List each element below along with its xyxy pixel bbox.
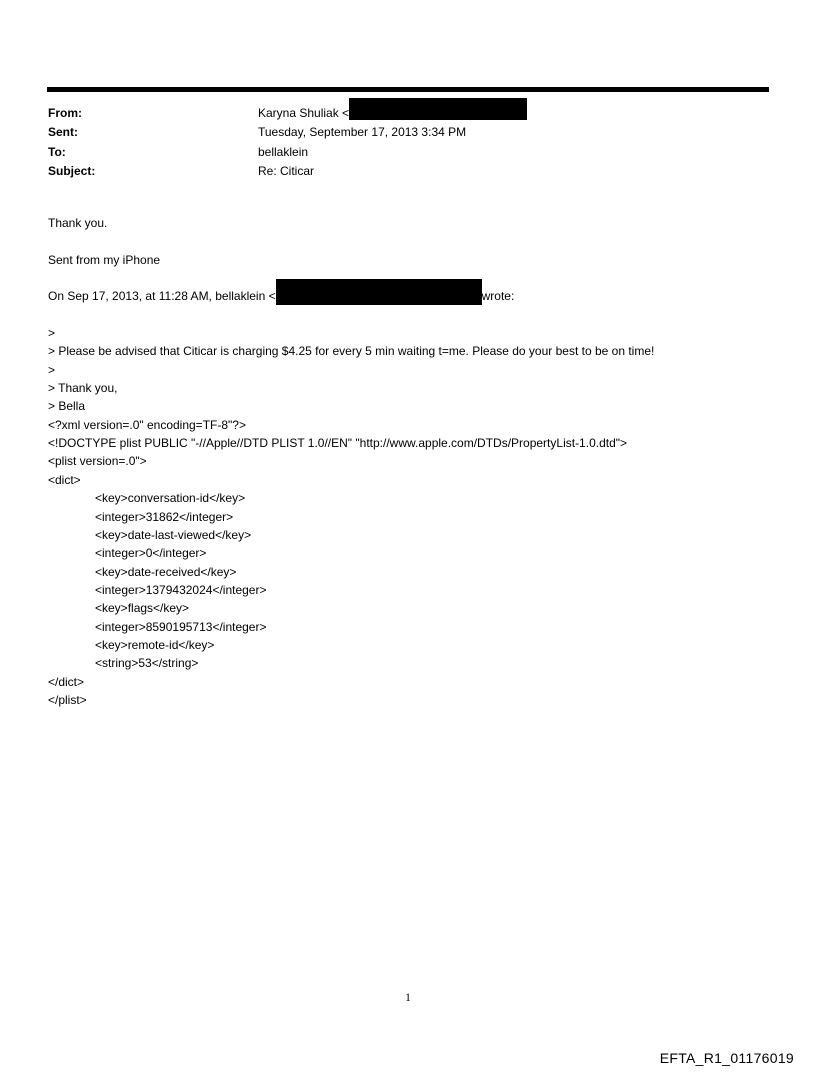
body-line: <dict> bbox=[48, 472, 81, 487]
body-line bbox=[48, 232, 788, 250]
body-line: <?xml version=.0" encoding=TF-8"?> bbox=[48, 417, 246, 432]
from-value-text: Karyna Shuliak < bbox=[258, 106, 350, 120]
from-label: From: bbox=[48, 106, 82, 120]
body-line bbox=[48, 306, 788, 324]
body-line: Thank you. bbox=[48, 216, 108, 230]
body-line: <key>conversation-id</key> bbox=[95, 491, 246, 506]
body-line: > Bella bbox=[48, 399, 86, 414]
bates-number: EFTA_R1_01176019 bbox=[659, 1050, 794, 1066]
body-line-text: wrote: bbox=[481, 289, 515, 304]
redaction-bar bbox=[276, 279, 482, 305]
subject-label: Subject: bbox=[48, 164, 96, 179]
body-line bbox=[48, 287, 788, 305]
header-row-sent bbox=[48, 123, 768, 142]
body-line: > Please be advised that Citicar is charging $4.25 for every 5 min waiting t=me. Please do your best to be on time! bbox=[48, 344, 655, 359]
body-line: </dict> bbox=[48, 674, 85, 689]
body-line: <integer>1379432024</integer> bbox=[95, 582, 267, 597]
body-line: <key>date-last-viewed</key> bbox=[95, 527, 252, 542]
redaction-anchor bbox=[276, 299, 482, 300]
body-line: Sent from my iPhone bbox=[48, 252, 161, 267]
header-row-to bbox=[48, 143, 768, 162]
redaction-anchor bbox=[349, 116, 527, 117]
page-number: 1 bbox=[405, 992, 411, 1004]
from-value bbox=[258, 104, 768, 123]
to-label: To: bbox=[48, 144, 66, 159]
body-line: <!DOCTYPE plist PUBLIC "-//Apple//DTD PLIST 1.0//EN" "http://www.apple.com/DTDs/PropertyList-1.0.dtd"> bbox=[48, 436, 628, 451]
top-divider-rule bbox=[47, 87, 769, 92]
body-line: <string>53</string> bbox=[95, 656, 199, 671]
sent-label: Sent: bbox=[48, 125, 78, 140]
body-line: <key>date-received</key> bbox=[95, 564, 237, 579]
body-line: <key>flags</key> bbox=[95, 601, 190, 616]
body-line-text: On Sep 17, 2013, at 11:28 AM, bellaklein < bbox=[48, 289, 276, 304]
header-row-subject bbox=[48, 162, 768, 181]
email-body bbox=[48, 214, 788, 709]
body-line: <key>remote-id</key> bbox=[95, 637, 215, 652]
body-line: > Thank you, bbox=[48, 381, 118, 396]
email-header bbox=[48, 104, 768, 182]
sent-value: Tuesday, September 17, 2013 3:34 PM bbox=[258, 125, 467, 140]
body-line: <integer>31862</integer> bbox=[95, 509, 234, 524]
subject-value: Re: Citicar bbox=[258, 164, 315, 179]
body-line: > bbox=[48, 362, 56, 377]
body-line: </plist> bbox=[48, 692, 87, 707]
body-line: <plist version=.0"> bbox=[48, 454, 147, 469]
body-line: <integer>0</integer> bbox=[95, 546, 207, 561]
header-row-from bbox=[48, 104, 768, 123]
body-line: > bbox=[48, 326, 56, 341]
to-value: bellaklein bbox=[258, 144, 309, 159]
redaction-bar bbox=[349, 98, 527, 120]
body-line: <integer>8590195713</integer> bbox=[95, 619, 267, 634]
